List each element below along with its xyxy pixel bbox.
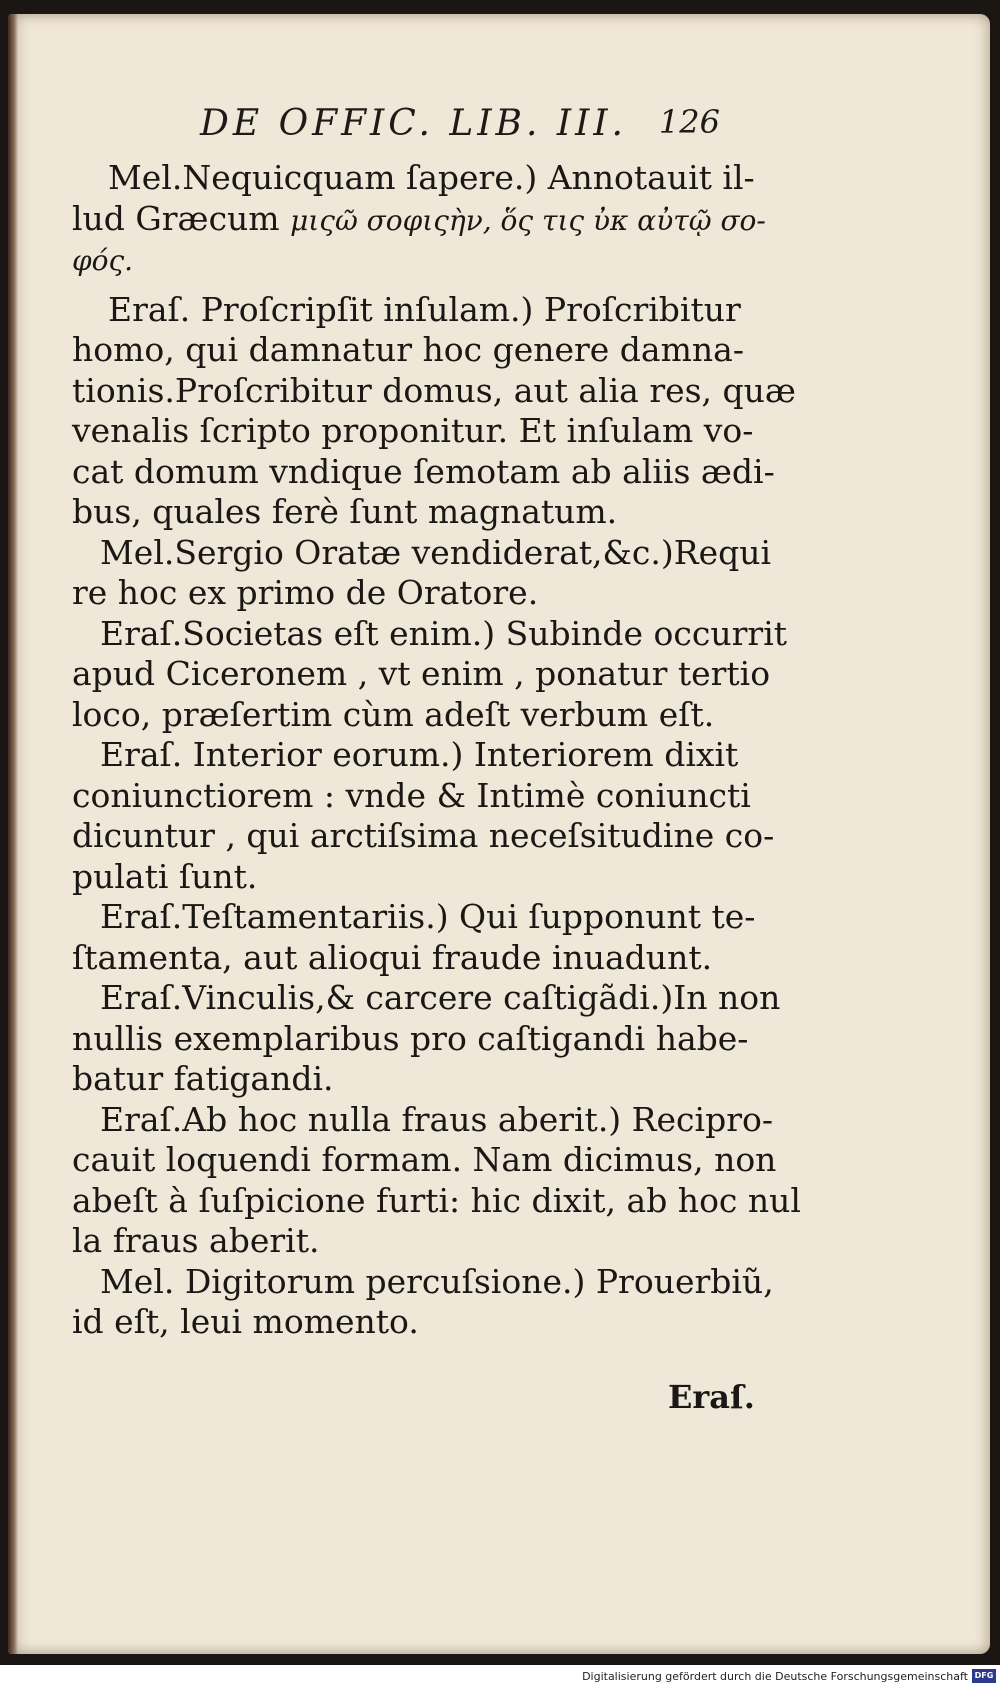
text-line: Eraſ.Teſtamentariis.) Qui ſupponunt te- — [100, 897, 756, 936]
text-line: batur fatigandi. — [72, 1059, 334, 1098]
text-line: nullis exemplaribus pro caſtigandi habe- — [72, 1018, 749, 1058]
text-line: Eraſ. Interior eorum.) Interiorem dixit — [100, 735, 739, 774]
text-line: Eraſ.Societas eſt enim.) Subinde occurrit — [100, 613, 788, 653]
digitization-footer — [0, 1665, 1000, 1690]
text-line: Eraſ.Vinculis,& carcere caſtigãdi.)In non — [100, 978, 781, 1017]
page-number: 126 — [658, 103, 720, 141]
text-line: abeſt à ſuſpicione furti: hic dixit, ab hoc nul — [72, 1180, 801, 1220]
text-line: ſtamenta, aut alioqui fraude inuadunt. — [72, 937, 713, 977]
text-line-latin: lud Græcum — [72, 198, 291, 238]
funding-credit: Digitalisierung gefördert durch die Deutsche Forschungsgemeinschaft — [582, 1670, 968, 1683]
paragraph — [72, 613, 788, 736]
page-header — [200, 103, 720, 153]
dfg-logo: DFG — [972, 1669, 996, 1683]
text-line: cat domum vndique ſemotam ab aliis ædi- — [72, 451, 775, 491]
catchword: Eraſ. — [668, 1378, 755, 1416]
text-line: re hoc ex primo de Oratore. — [72, 573, 539, 612]
text-line: cauit loquendi formam. Nam dicimus, non — [72, 1140, 777, 1179]
paragraph — [72, 897, 756, 978]
page-spine-shadow — [8, 14, 18, 1654]
text-line: Eraſ.Ab hoc nulla fraus aberit.) Recipro- — [100, 1099, 774, 1139]
text-line: id eſt, leui momento. — [72, 1302, 419, 1341]
paragraph — [72, 289, 796, 533]
text-line: dicuntur , qui arctiſsima neceſsitudine co- — [72, 816, 775, 855]
text-line: Mel. Digitorum percuſsione.) Prouerbiũ, — [100, 1261, 774, 1301]
text-line: coniunctiorem : vnde & Intimè coniuncti — [72, 775, 751, 815]
text-line: bus, quales ferè ſunt magnatum. — [72, 492, 618, 531]
text-line: pulati ſunt. — [72, 856, 258, 896]
paragraph — [72, 735, 775, 897]
commentary-text — [72, 158, 801, 1343]
paragraph — [72, 158, 766, 282]
text-line: loco, præſertim cùm adeſt verbum eſt. — [72, 694, 715, 734]
running-head: DE OFFIC. LIB. III. — [200, 103, 627, 144]
greek-quotation: μιςῶ σοφιςὴν, ὅς τις ὐκ αὐτῷ σο- — [290, 203, 766, 237]
text-line: Mel.Nequicquam ſapere.) Annotauit il- — [108, 158, 755, 197]
text-line: φός. — [72, 244, 134, 277]
text-line: venalis ſcripto proponitur. Et inſulam vo- — [72, 411, 754, 450]
paragraph — [72, 978, 781, 1100]
paragraph — [72, 1261, 774, 1343]
text-line — [72, 198, 766, 242]
text-line: tionis.Proſcribitur domus, aut alia res, quæ — [72, 370, 796, 410]
paragraph — [72, 532, 772, 614]
text-line: Eraſ. Proſcripſit inſulam.) Proſcribitur — [108, 289, 741, 329]
text-line: apud Ciceronem , vt enim , ponatur tertio — [72, 654, 771, 693]
text-line: la fraus aberit. — [72, 1221, 320, 1260]
text-line: homo, qui damnatur hoc genere damna- — [72, 330, 744, 369]
text-line: Mel.Sergio Oratæ vendiderat,&c.)Requi — [100, 532, 772, 572]
paragraph — [72, 1099, 801, 1262]
